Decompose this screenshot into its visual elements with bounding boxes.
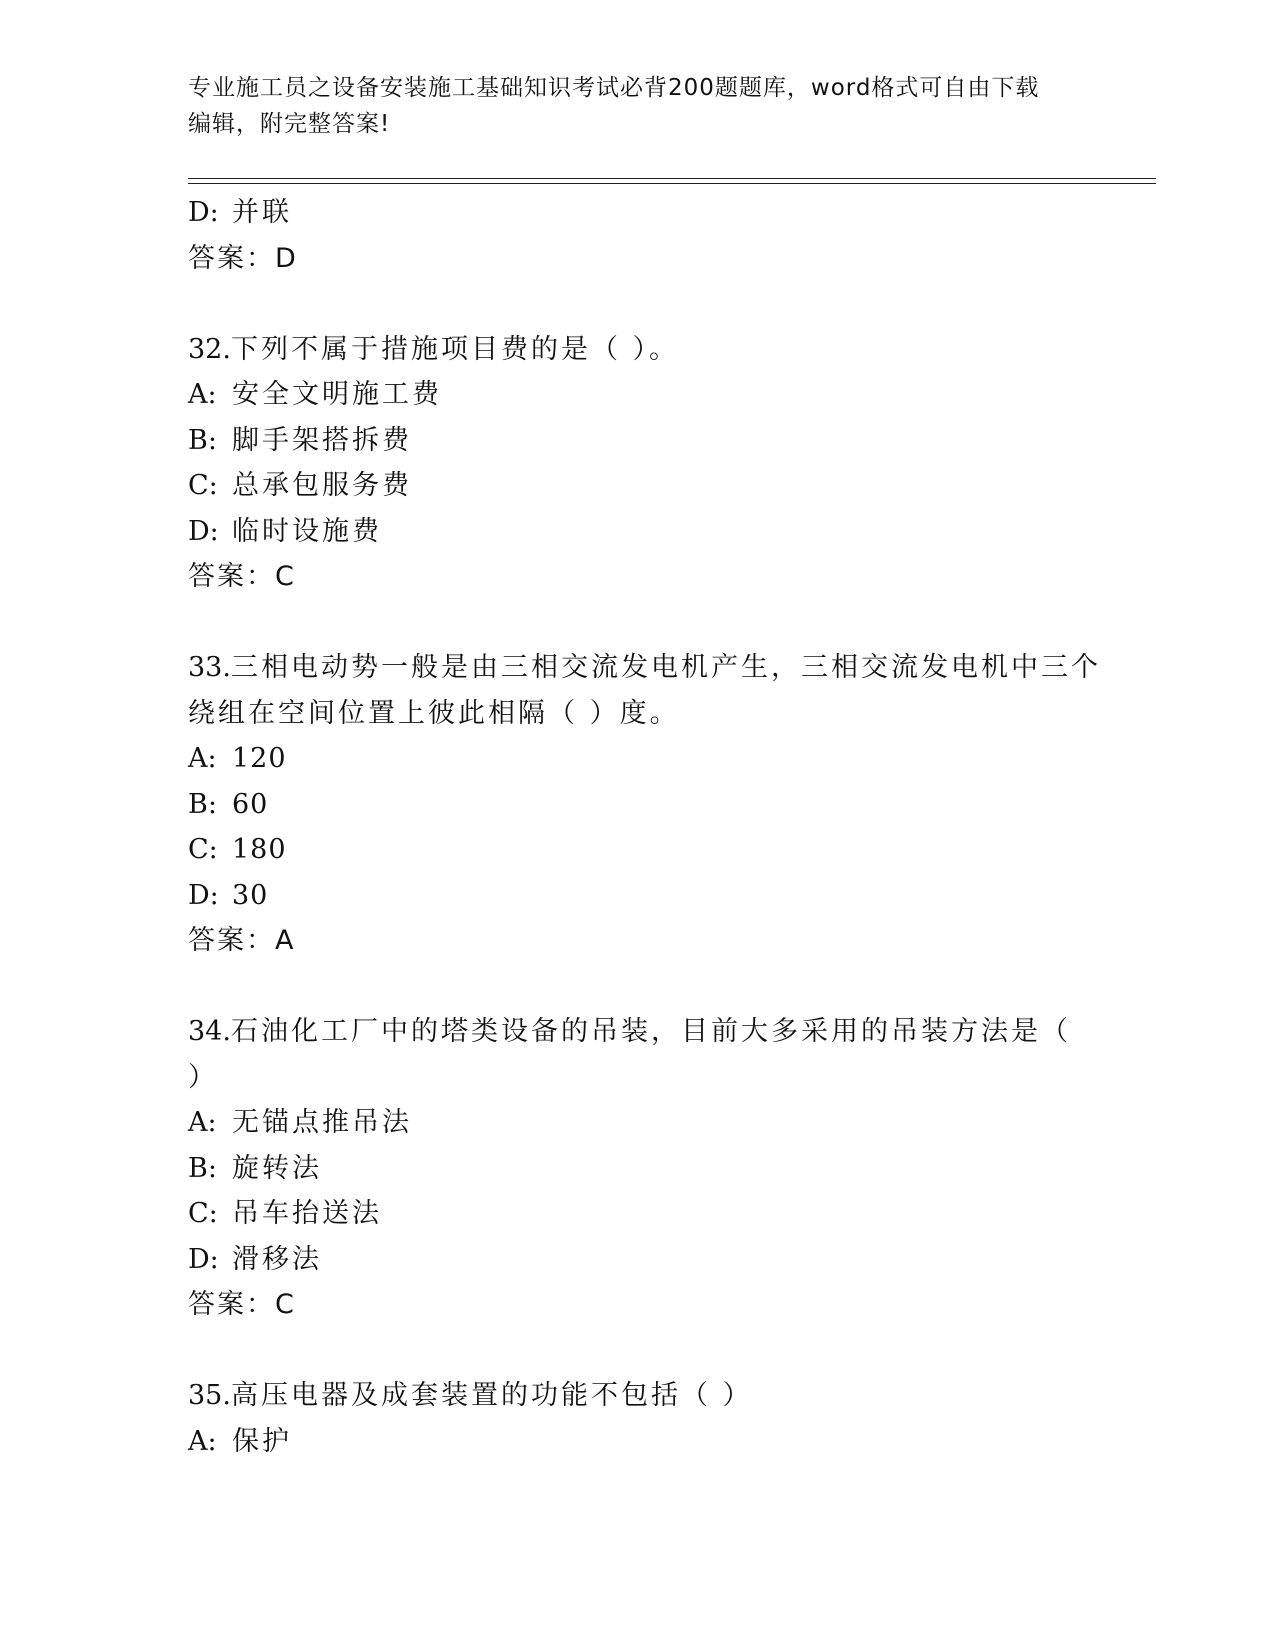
answer-line: 答案：D <box>188 242 298 274</box>
option-a <box>188 1100 1108 1146</box>
option-text: 30 <box>232 879 269 911</box>
option-c <box>188 463 1108 509</box>
option-d <box>188 190 1108 236</box>
option-text: 总承包服务费 <box>232 470 412 501</box>
option-d <box>188 1237 1108 1283</box>
option-text: 无锚点推吊法 <box>232 1107 412 1138</box>
answer-line: 答案：C <box>188 1289 296 1320</box>
question-text: 三相电动势一般是由三相交流发电机产生，三相交流发电机中三个 <box>230 652 1101 683</box>
question-33-stem-continued: 绕组在空间位置上彼此相隔（ ）度。 <box>188 697 680 729</box>
option-d <box>188 509 1108 555</box>
option-text: 120 <box>232 743 287 774</box>
option-d <box>188 873 1108 919</box>
option-text: 旋转法 <box>232 1152 322 1184</box>
option-a <box>188 736 1108 782</box>
option-text: 并联 <box>232 197 292 228</box>
option-label: A: <box>188 1107 217 1138</box>
header-divider-top <box>188 178 1156 179</box>
option-label: B: <box>188 1152 217 1184</box>
option-label: C: <box>188 834 218 865</box>
question-35-stem <box>188 1373 1108 1419</box>
option-label: A: <box>188 1425 217 1457</box>
option-label: C: <box>188 1198 218 1229</box>
question-number: 35. <box>188 1380 231 1411</box>
option-b <box>188 418 1108 464</box>
question-34-stem-continued: ） <box>188 1061 218 1093</box>
answer-line: 答案：A <box>188 925 296 956</box>
question-number: 34. <box>188 1016 231 1047</box>
option-label: C: <box>188 470 218 501</box>
option-text: 安全文明施工费 <box>232 379 442 410</box>
option-c <box>188 1191 1108 1237</box>
question-text: 下列不属于措施项目费的是（ ）。 <box>230 333 680 365</box>
header-title-line-1: 专业施工员之设备安装施工基础知识考试必背200题题库，word格式可自由下载 <box>188 75 1040 101</box>
option-label: D: <box>188 1243 219 1275</box>
option-text: 保护 <box>232 1425 292 1457</box>
option-a <box>188 1419 1108 1465</box>
option-label: A: <box>188 743 217 774</box>
question-text: 高压电器及成套装置的功能不包括（ ） <box>230 1380 753 1411</box>
option-text: 吊车抬送法 <box>232 1198 382 1229</box>
option-text: 脚手架搭拆费 <box>232 424 412 456</box>
spacer <box>188 600 1108 646</box>
option-b <box>188 782 1108 828</box>
spacer <box>188 1328 1108 1374</box>
option-label: D: <box>188 879 219 911</box>
answer-line: 答案：C <box>188 561 296 592</box>
option-label: D: <box>188 515 219 547</box>
option-text: 180 <box>232 834 287 865</box>
question-text: 石油化工厂中的塔类设备的吊装，目前大多采用的吊装方法是（ <box>230 1016 1071 1047</box>
option-c <box>188 827 1108 873</box>
option-label: B: <box>188 424 217 456</box>
question-33-stem <box>188 645 1108 691</box>
option-a <box>188 372 1108 418</box>
question-number: 33. <box>188 652 231 683</box>
option-text: 滑移法 <box>232 1243 322 1275</box>
header-divider-bottom <box>188 183 1156 184</box>
question-number: 32. <box>188 333 231 365</box>
option-text: 临时设施费 <box>232 515 382 547</box>
header-title-line-2: 编辑，附完整答案! <box>188 111 391 137</box>
option-label: B: <box>188 788 217 820</box>
question-list <box>188 190 1108 1464</box>
spacer <box>188 281 1108 327</box>
option-label: A: <box>188 379 217 410</box>
option-text: 60 <box>232 788 269 820</box>
document-header <box>188 70 1088 142</box>
question-32-stem <box>188 327 1108 373</box>
question-34-stem <box>188 1009 1108 1055</box>
option-label: D: <box>188 197 219 228</box>
option-b <box>188 1146 1108 1192</box>
spacer <box>188 964 1108 1010</box>
